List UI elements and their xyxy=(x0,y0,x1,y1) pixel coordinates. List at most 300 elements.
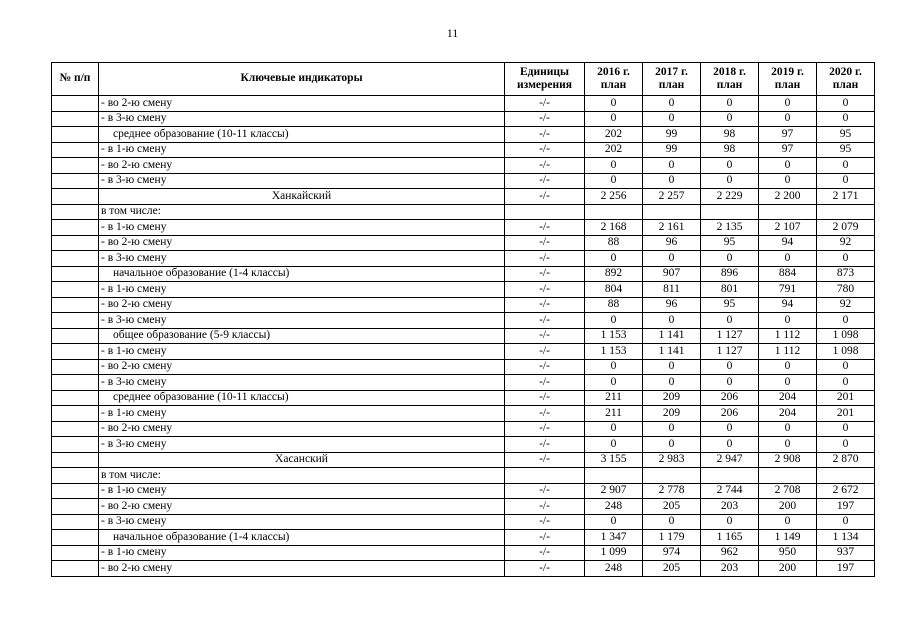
table-row xyxy=(52,514,875,530)
value-cell: 3 155 xyxy=(585,452,643,468)
value-cell: 0 xyxy=(817,111,875,127)
value-cell: 0 xyxy=(643,96,701,112)
row-num-cell xyxy=(52,406,99,422)
value-cell: 0 xyxy=(585,158,643,174)
row-num-cell xyxy=(52,359,99,375)
value-cell: 0 xyxy=(817,251,875,267)
row-num-cell xyxy=(52,421,99,437)
indicator-cell: среднее образование (10-11 классы) xyxy=(99,390,505,406)
indicator-cell: - в 3-ю смену xyxy=(99,111,505,127)
value-cell: 0 xyxy=(817,96,875,112)
row-num-cell xyxy=(52,313,99,329)
indicator-cell: - в 3-ю смену xyxy=(99,437,505,453)
unit-cell: -/- xyxy=(505,96,585,112)
header-year: 2020 г. xyxy=(829,65,862,78)
value-cell: 202 xyxy=(585,142,643,158)
value-cell: 211 xyxy=(585,390,643,406)
value-cell: 2 161 xyxy=(643,220,701,236)
indicator-cell: - в 1-ю смену xyxy=(99,545,505,561)
unit-cell: -/- xyxy=(505,220,585,236)
value-cell: 2 256 xyxy=(585,189,643,205)
table-row xyxy=(52,421,875,437)
table-row xyxy=(52,189,875,205)
value-cell: 92 xyxy=(817,235,875,251)
value-cell: 95 xyxy=(701,297,759,313)
value-cell: 0 xyxy=(585,437,643,453)
header-indicator: Ключевые индикаторы xyxy=(99,63,505,96)
value-cell: 0 xyxy=(759,437,817,453)
value-cell: 1 112 xyxy=(759,344,817,360)
value-cell: 201 xyxy=(817,406,875,422)
value-cell: 99 xyxy=(643,127,701,143)
row-num-cell xyxy=(52,297,99,313)
header-year: 2017 г. xyxy=(655,65,688,78)
value-cell: 205 xyxy=(643,561,701,577)
value-cell: 0 xyxy=(817,359,875,375)
value-cell: 962 xyxy=(701,545,759,561)
value-cell: 0 xyxy=(585,514,643,530)
table-row xyxy=(52,390,875,406)
table-row xyxy=(52,96,875,112)
value-cell: 2 708 xyxy=(759,483,817,499)
table-row xyxy=(52,266,875,282)
value-cell: 0 xyxy=(759,375,817,391)
row-num-cell xyxy=(52,561,99,577)
value-cell xyxy=(585,468,643,484)
value-cell: 97 xyxy=(759,142,817,158)
row-num-cell xyxy=(52,452,99,468)
indicator-cell: в том числе: xyxy=(99,204,505,220)
table-row xyxy=(52,173,875,189)
value-cell: 1 112 xyxy=(759,328,817,344)
table-row xyxy=(52,499,875,515)
value-cell: 0 xyxy=(701,514,759,530)
value-cell: 248 xyxy=(585,561,643,577)
row-num-cell xyxy=(52,111,99,127)
indicator-cell: - во 2-ю смену xyxy=(99,499,505,515)
table-row xyxy=(52,313,875,329)
value-cell: 94 xyxy=(759,297,817,313)
table-row xyxy=(52,561,875,577)
unit-cell: -/- xyxy=(505,158,585,174)
row-num-cell xyxy=(52,251,99,267)
value-cell: 0 xyxy=(585,173,643,189)
row-num-cell xyxy=(52,204,99,220)
value-cell: 1 134 xyxy=(817,530,875,546)
indicator-cell: - в 1-ю смену xyxy=(99,142,505,158)
indicator-cell: начальное образование (1-4 классы) xyxy=(99,266,505,282)
value-cell: 0 xyxy=(701,158,759,174)
value-cell: 1 179 xyxy=(643,530,701,546)
value-cell: 98 xyxy=(701,142,759,158)
header-year-sub: план xyxy=(600,79,627,91)
value-cell: 211 xyxy=(585,406,643,422)
row-num-cell xyxy=(52,142,99,158)
value-cell: 801 xyxy=(701,282,759,298)
value-cell: 0 xyxy=(817,173,875,189)
value-cell xyxy=(585,204,643,220)
value-cell: 96 xyxy=(643,235,701,251)
unit-cell: -/- xyxy=(505,189,585,205)
table-header-row xyxy=(52,63,875,96)
value-cell: 0 xyxy=(817,158,875,174)
table-body xyxy=(52,96,875,577)
value-cell: 0 xyxy=(701,111,759,127)
value-cell: 0 xyxy=(585,421,643,437)
value-cell: 1 127 xyxy=(701,344,759,360)
indicator-cell: - во 2-ю смену xyxy=(99,297,505,313)
value-cell: 0 xyxy=(759,96,817,112)
table-row xyxy=(52,359,875,375)
unit-cell: -/- xyxy=(505,499,585,515)
value-cell: 204 xyxy=(759,390,817,406)
value-cell: 2 947 xyxy=(701,452,759,468)
value-cell: 1 127 xyxy=(701,328,759,344)
table-row xyxy=(52,437,875,453)
value-cell: 1 141 xyxy=(643,328,701,344)
value-cell: 209 xyxy=(643,390,701,406)
value-cell: 0 xyxy=(585,251,643,267)
value-cell: 0 xyxy=(759,514,817,530)
unit-cell: -/- xyxy=(505,452,585,468)
row-num-cell xyxy=(52,483,99,499)
indicators-table xyxy=(51,62,875,577)
value-cell: 0 xyxy=(759,173,817,189)
unit-cell: -/- xyxy=(505,173,585,189)
value-cell: 892 xyxy=(585,266,643,282)
value-cell: 1 098 xyxy=(817,344,875,360)
unit-cell: -/- xyxy=(505,142,585,158)
indicator-cell: - в 3-ю смену xyxy=(99,514,505,530)
table-row xyxy=(52,483,875,499)
value-cell: 200 xyxy=(759,561,817,577)
table-row xyxy=(52,297,875,313)
value-cell: 0 xyxy=(643,437,701,453)
value-cell: 1 141 xyxy=(643,344,701,360)
row-num-cell xyxy=(52,127,99,143)
value-cell: 0 xyxy=(643,313,701,329)
value-cell: 1 099 xyxy=(585,545,643,561)
unit-cell: -/- xyxy=(505,344,585,360)
value-cell: 0 xyxy=(643,173,701,189)
value-cell: 0 xyxy=(759,251,817,267)
row-num-cell xyxy=(52,390,99,406)
value-cell: 205 xyxy=(643,499,701,515)
value-cell: 206 xyxy=(701,390,759,406)
table-row xyxy=(52,530,875,546)
value-cell: 1 098 xyxy=(817,328,875,344)
row-num-cell xyxy=(52,220,99,236)
unit-cell: -/- xyxy=(505,545,585,561)
value-cell: 0 xyxy=(585,359,643,375)
value-cell: 0 xyxy=(643,514,701,530)
table-row xyxy=(52,142,875,158)
value-cell: 200 xyxy=(759,499,817,515)
value-cell: 201 xyxy=(817,390,875,406)
value-cell: 0 xyxy=(817,313,875,329)
value-cell: 1 149 xyxy=(759,530,817,546)
value-cell: 95 xyxy=(701,235,759,251)
value-cell xyxy=(759,204,817,220)
value-cell: 248 xyxy=(585,499,643,515)
value-cell: 780 xyxy=(817,282,875,298)
header-year: 2018 г. xyxy=(713,65,746,78)
table-row xyxy=(52,406,875,422)
value-cell xyxy=(817,468,875,484)
indicator-cell: - в 3-ю смену xyxy=(99,173,505,189)
value-cell: 0 xyxy=(585,96,643,112)
page-number: 11 xyxy=(446,26,459,40)
value-cell: 2 135 xyxy=(701,220,759,236)
value-cell: 0 xyxy=(759,421,817,437)
header-year-2018 xyxy=(701,63,759,96)
row-num-cell xyxy=(52,514,99,530)
indicator-cell: - во 2-ю смену xyxy=(99,421,505,437)
row-num-cell xyxy=(52,235,99,251)
indicator-cell: среднее образование (10-11 классы) xyxy=(99,127,505,143)
value-cell: 95 xyxy=(817,142,875,158)
value-cell: 95 xyxy=(817,127,875,143)
unit-cell: -/- xyxy=(505,127,585,143)
row-num-cell xyxy=(52,96,99,112)
indicator-cell: - в 1-ю смену xyxy=(99,282,505,298)
value-cell: 1 165 xyxy=(701,530,759,546)
value-cell: 96 xyxy=(643,297,701,313)
value-cell: 0 xyxy=(701,251,759,267)
table-row xyxy=(52,158,875,174)
unit-cell: -/- xyxy=(505,328,585,344)
table-row xyxy=(52,452,875,468)
value-cell: 0 xyxy=(759,111,817,127)
value-cell xyxy=(817,204,875,220)
table-row xyxy=(52,235,875,251)
value-cell: 202 xyxy=(585,127,643,143)
value-cell: 2 107 xyxy=(759,220,817,236)
value-cell: 0 xyxy=(701,375,759,391)
value-cell: 2 744 xyxy=(701,483,759,499)
indicator-cell: - во 2-ю смену xyxy=(99,158,505,174)
value-cell: 0 xyxy=(643,158,701,174)
unit-cell xyxy=(505,204,585,220)
value-cell: 791 xyxy=(759,282,817,298)
value-cell: 204 xyxy=(759,406,817,422)
row-num-cell xyxy=(52,282,99,298)
table-row xyxy=(52,251,875,267)
row-num-cell xyxy=(52,344,99,360)
unit-cell: -/- xyxy=(505,483,585,499)
value-cell: 97 xyxy=(759,127,817,143)
row-num-cell xyxy=(52,530,99,546)
header-unit-line1: Единицы xyxy=(520,65,569,78)
district-name-cell: Ханкайский xyxy=(99,189,505,205)
header-year-sub: план xyxy=(774,79,801,91)
header-year: 2016 г. xyxy=(597,65,630,78)
unit-cell: -/- xyxy=(505,313,585,329)
value-cell: 2 672 xyxy=(817,483,875,499)
header-year-2016 xyxy=(585,63,643,96)
row-num-cell xyxy=(52,545,99,561)
unit-cell: -/- xyxy=(505,235,585,251)
unit-cell xyxy=(505,468,585,484)
value-cell: 804 xyxy=(585,282,643,298)
row-num-cell xyxy=(52,375,99,391)
table-row xyxy=(52,282,875,298)
district-name-cell: Хасанский xyxy=(99,452,505,468)
header-year-2020 xyxy=(817,63,875,96)
table-row xyxy=(52,375,875,391)
value-cell: 98 xyxy=(701,127,759,143)
unit-cell: -/- xyxy=(505,359,585,375)
indicator-cell: - в 1-ю смену xyxy=(99,344,505,360)
unit-cell: -/- xyxy=(505,514,585,530)
indicator-cell: - в 3-ю смену xyxy=(99,375,505,391)
unit-cell: -/- xyxy=(505,251,585,267)
value-cell: 0 xyxy=(585,313,643,329)
value-cell: 907 xyxy=(643,266,701,282)
row-num-cell xyxy=(52,189,99,205)
unit-cell: -/- xyxy=(505,421,585,437)
value-cell: 2 171 xyxy=(817,189,875,205)
value-cell: 203 xyxy=(701,499,759,515)
indicator-cell: - в 3-ю смену xyxy=(99,251,505,267)
value-cell: 94 xyxy=(759,235,817,251)
value-cell: 937 xyxy=(817,545,875,561)
value-cell: 88 xyxy=(585,235,643,251)
value-cell: 2 907 xyxy=(585,483,643,499)
value-cell: 0 xyxy=(643,359,701,375)
header-year-sub: план xyxy=(716,79,743,91)
unit-cell: -/- xyxy=(505,437,585,453)
value-cell: 0 xyxy=(701,96,759,112)
indicator-cell: - во 2-ю смену xyxy=(99,359,505,375)
value-cell: 2 168 xyxy=(585,220,643,236)
value-cell: 0 xyxy=(643,375,701,391)
header-unit-line2: измерения xyxy=(517,79,572,91)
value-cell: 1 347 xyxy=(585,530,643,546)
value-cell: 950 xyxy=(759,545,817,561)
header-year-2017 xyxy=(643,63,701,96)
value-cell: 873 xyxy=(817,266,875,282)
table-row xyxy=(52,111,875,127)
value-cell: 0 xyxy=(701,313,759,329)
value-cell: 206 xyxy=(701,406,759,422)
value-cell: 2 983 xyxy=(643,452,701,468)
indicator-cell: - в 1-ю смену xyxy=(99,406,505,422)
value-cell: 0 xyxy=(643,421,701,437)
row-num-cell xyxy=(52,468,99,484)
header-num: № п/п xyxy=(52,63,99,96)
value-cell: 0 xyxy=(817,421,875,437)
value-cell: 2 870 xyxy=(817,452,875,468)
row-num-cell xyxy=(52,328,99,344)
value-cell: 0 xyxy=(701,437,759,453)
value-cell: 2 229 xyxy=(701,189,759,205)
value-cell: 0 xyxy=(643,251,701,267)
unit-cell: -/- xyxy=(505,111,585,127)
table-row xyxy=(52,328,875,344)
value-cell: 0 xyxy=(585,375,643,391)
value-cell: 0 xyxy=(585,111,643,127)
indicator-cell: - в 1-ю смену xyxy=(99,220,505,236)
value-cell xyxy=(759,468,817,484)
value-cell: 2 257 xyxy=(643,189,701,205)
unit-cell: -/- xyxy=(505,266,585,282)
row-num-cell xyxy=(52,173,99,189)
row-num-cell xyxy=(52,158,99,174)
value-cell: 0 xyxy=(701,359,759,375)
value-cell: 197 xyxy=(817,499,875,515)
value-cell: 0 xyxy=(817,375,875,391)
unit-cell: -/- xyxy=(505,406,585,422)
value-cell: 884 xyxy=(759,266,817,282)
indicator-cell: в том числе: xyxy=(99,468,505,484)
indicator-cell: - во 2-ю смену xyxy=(99,235,505,251)
header-year-2019 xyxy=(759,63,817,96)
value-cell: 0 xyxy=(643,111,701,127)
value-cell: 2 908 xyxy=(759,452,817,468)
table-row xyxy=(52,220,875,236)
value-cell: 0 xyxy=(759,359,817,375)
value-cell: 2 079 xyxy=(817,220,875,236)
value-cell: 0 xyxy=(759,313,817,329)
value-cell: 2 200 xyxy=(759,189,817,205)
indicator-cell: - во 2-ю смену xyxy=(99,96,505,112)
value-cell: 811 xyxy=(643,282,701,298)
header-year-sub: план xyxy=(658,79,685,91)
header-year-sub: план xyxy=(832,79,859,91)
table-row xyxy=(52,545,875,561)
value-cell: 2 778 xyxy=(643,483,701,499)
value-cell: 99 xyxy=(643,142,701,158)
indicator-cell: начальное образование (1-4 классы) xyxy=(99,530,505,546)
indicator-cell: - в 3-ю смену xyxy=(99,313,505,329)
table-row xyxy=(52,468,875,484)
row-num-cell xyxy=(52,437,99,453)
value-cell: 197 xyxy=(817,561,875,577)
indicator-cell: общее образование (5-9 классы) xyxy=(99,328,505,344)
indicator-cell: - во 2-ю смену xyxy=(99,561,505,577)
unit-cell: -/- xyxy=(505,561,585,577)
value-cell: 0 xyxy=(817,514,875,530)
row-num-cell xyxy=(52,266,99,282)
value-cell: 0 xyxy=(701,173,759,189)
unit-cell: -/- xyxy=(505,297,585,313)
value-cell: 1 153 xyxy=(585,328,643,344)
header-unit xyxy=(505,63,585,96)
value-cell xyxy=(701,468,759,484)
unit-cell: -/- xyxy=(505,375,585,391)
value-cell xyxy=(701,204,759,220)
table-row xyxy=(52,344,875,360)
value-cell: 0 xyxy=(759,158,817,174)
value-cell: 0 xyxy=(817,437,875,453)
value-cell: 974 xyxy=(643,545,701,561)
value-cell: 1 153 xyxy=(585,344,643,360)
value-cell: 209 xyxy=(643,406,701,422)
value-cell: 92 xyxy=(817,297,875,313)
value-cell xyxy=(643,204,701,220)
unit-cell: -/- xyxy=(505,282,585,298)
value-cell: 203 xyxy=(701,561,759,577)
indicator-cell: - в 1-ю смену xyxy=(99,483,505,499)
table-row xyxy=(52,127,875,143)
row-num-cell xyxy=(52,499,99,515)
table-row xyxy=(52,204,875,220)
header-year: 2019 г. xyxy=(771,65,804,78)
value-cell: 0 xyxy=(701,421,759,437)
unit-cell: -/- xyxy=(505,530,585,546)
value-cell: 896 xyxy=(701,266,759,282)
